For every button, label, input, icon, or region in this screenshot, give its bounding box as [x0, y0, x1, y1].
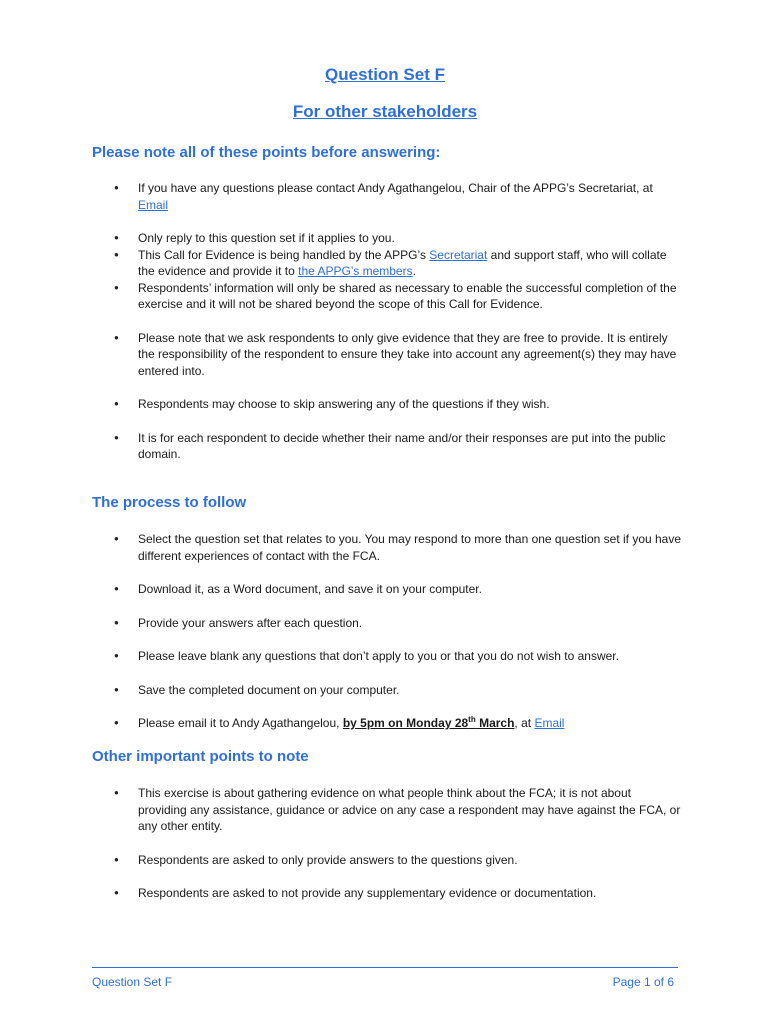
list-item: ● Please note that we ask respondents to only give evidence that they are free to provide. It is entirely the responsibility of the respondent to ensure they take into account any agreement(s) they may have entered into.	[112, 330, 682, 380]
list-item: ● If you have any questions please contact Andy Agathangelou, Chair of the APPG’s Secretariat, at Email	[112, 180, 682, 213]
list-item: ● Respondents are asked to only provide answers to the questions given.	[112, 852, 682, 869]
footer-page-number: Page 1 of 6	[612, 975, 674, 989]
section-heading-process: The process to follow	[92, 494, 247, 511]
email-link[interactable]: Email	[534, 716, 565, 730]
list-item: ● Save the completed document on your computer.	[112, 682, 682, 699]
list-item: ● This Call for Evidence is being handled by the APPG’s Secretariat and support staff, who will collate the evidence and provide it to the APPG’s members.	[112, 247, 682, 280]
list-item: ● Please leave blank any questions that don’t apply to you or that you do not wish to answer.	[112, 648, 682, 665]
note-list	[112, 180, 682, 463]
list-item: ● Download it, as a Word document, and save it on your computer.	[112, 581, 682, 598]
appg-members-link[interactable]: the APPG’s members	[298, 264, 413, 278]
list-item: ● Respondents’ information will only be shared as necessary to enable the successful completion of the exercise and it will not be shared beyond the scope of this Call for Evidence.	[112, 280, 682, 313]
list-item: ● It is for each respondent to decide whether their name and/or their responses are put into the public domain.	[112, 430, 682, 463]
list-item: ● Only reply to this question set if it applies to you.	[112, 230, 682, 247]
list-item: ● Respondents may choose to skip answering any of the questions if they wish.	[112, 396, 682, 413]
other-points-list	[112, 785, 682, 902]
list-item: ● Please email it to Andy Agathangelou, by 5pm on Monday 28th March, at Email	[112, 715, 682, 732]
secretariat-link[interactable]: Secretariat	[429, 247, 488, 262]
deadline-text: by 5pm on Monday 28th March	[342, 715, 515, 730]
section-heading-note: Please note all of these points before answering:	[92, 144, 441, 161]
list-item: ● Respondents are asked to not provide any supplementary evidence or documentation.	[112, 885, 682, 902]
list-item: ● Select the question set that relates to you. You may respond to more than one question set if you have different experiences of contact with the FCA.	[112, 531, 682, 564]
list-item: ● This exercise is about gathering evidence on what people think about the FCA; it is not about providing any assistance, guidance or advice on any case a respondent may have against the FCA, or any other entity.	[112, 785, 682, 835]
footer-divider	[92, 967, 678, 968]
page-title: Question Set F	[325, 65, 445, 84]
list-item: ● Provide your answers after each question.	[112, 615, 682, 632]
section-heading-other: Other important points to note	[92, 748, 309, 765]
footer-doc-name: Question Set F	[92, 975, 173, 989]
page-subtitle: For other stakeholders	[292, 102, 478, 121]
email-link[interactable]: Email	[138, 197, 169, 212]
process-list	[112, 531, 682, 732]
